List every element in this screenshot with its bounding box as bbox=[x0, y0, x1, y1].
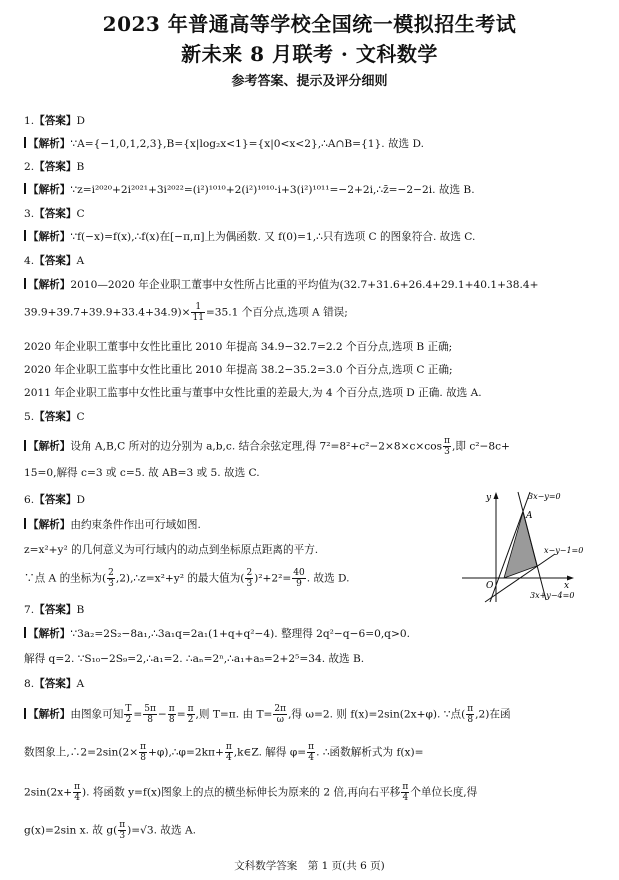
q8-explanation-line-1 bbox=[24, 704, 511, 725]
q2-answer-value: B bbox=[76, 161, 85, 173]
fraction-numerator: π bbox=[74, 782, 81, 792]
q6-number: 6. bbox=[24, 494, 35, 506]
fraction bbox=[124, 704, 132, 725]
explanation-tag: 【解析】 bbox=[28, 279, 71, 291]
fraction-denominator: 9 bbox=[296, 579, 302, 589]
fraction-numerator: π bbox=[467, 704, 474, 714]
q3-explanation bbox=[24, 230, 475, 244]
fraction-denominator: 4 bbox=[402, 793, 409, 803]
fraction bbox=[443, 436, 451, 457]
fraction-denominator: 8 bbox=[168, 715, 175, 725]
q8-text: ,得 ω=2. 则 f(x)=2sin(2x+φ). ∵点( bbox=[288, 708, 466, 721]
page-footer: 文科数学答案 第 1 页(共 6 页) bbox=[234, 860, 385, 872]
q7-answer-value: B bbox=[76, 604, 85, 616]
q1-explanation-text: ∵A={−1,0,1,2,3},B={x|log₂x<1}={x|0<x<2},∴A∩B={1}. 故选 D. bbox=[70, 138, 425, 150]
q8-text: − bbox=[157, 708, 167, 721]
fraction-numerator: π bbox=[308, 742, 315, 752]
q2-answer bbox=[24, 160, 84, 174]
q5-answer-value: C bbox=[76, 411, 85, 423]
q8-explanation-line-3 bbox=[24, 782, 477, 803]
q4-explanation-line-1 bbox=[24, 278, 538, 292]
fraction-denominator: 3 bbox=[246, 579, 253, 589]
y-axis-label: y bbox=[486, 493, 492, 503]
q4-number: 4. bbox=[24, 255, 35, 267]
fraction-numerator: π bbox=[168, 704, 175, 714]
q2-explanation bbox=[24, 183, 475, 197]
q5-explanation-line-2: 15=0,解得 c=3 或 c=5. 故 AB=3 或 5. 故选 C. bbox=[24, 467, 260, 479]
q4-answer bbox=[24, 254, 84, 268]
fraction-numerator: π bbox=[225, 742, 232, 752]
fraction-denominator: 2 bbox=[125, 715, 132, 725]
fraction-numerator: π bbox=[444, 436, 450, 446]
fraction-denominator: 8 bbox=[467, 715, 474, 725]
answer-tag: 【答案】 bbox=[34, 604, 77, 616]
q7-answer bbox=[24, 603, 84, 617]
q4-text-2a: 39.9+39.7+39.9+33.4+34.9)× bbox=[24, 306, 191, 319]
q6-explanation-line-1 bbox=[24, 518, 201, 532]
q6-explanation-line-3 bbox=[24, 568, 350, 589]
q6-text-3c: )²+2²= bbox=[254, 572, 292, 585]
fraction-denominator: ω bbox=[276, 715, 284, 725]
line-3x-y-0-label: 3x−y=0 bbox=[528, 492, 561, 501]
q8-text: ,则 T=π. 由 T= bbox=[195, 708, 273, 721]
q7-number: 7. bbox=[24, 604, 35, 616]
fraction-denominator: 8 bbox=[140, 753, 146, 763]
fraction-numerator: 5π bbox=[144, 704, 156, 714]
q4-explanation-line-4: 2020 年企业职工监事中女性比重比 2010 年提高 38.2−35.2=3.0 个百分点,选项 C 正确; bbox=[24, 364, 453, 376]
q6-text-3d: . 故选 D. bbox=[306, 572, 350, 585]
q8-answer-value: A bbox=[76, 678, 85, 690]
q6-text-3b: ,2),∴z=x²+y² 的最大值为( bbox=[115, 572, 245, 585]
q2-explanation-text: ∵z=i²⁰²⁰+2i²⁰²¹+3i²⁰²²=(i²)¹⁰¹⁰+2(i²)¹⁰¹⁰·i+3(i²)¹⁰¹¹=−2+2i,∴z̄=−2−2i. 故选 B. bbox=[70, 184, 475, 196]
q8-explanation-line-2 bbox=[24, 742, 424, 763]
q8-text: . ∴函数解析式为 f(x)= bbox=[316, 746, 424, 759]
fraction bbox=[273, 704, 287, 725]
x-axis-arrow-icon bbox=[567, 576, 574, 581]
q1-explanation bbox=[24, 137, 424, 151]
fraction-denominator: 4 bbox=[308, 753, 314, 763]
q8-number: 8. bbox=[24, 678, 35, 690]
q3-explanation-text: ∵f(−x)=f(x),∴f(x)在[−π,π]上为偶函数. 又 f(0)=1,∴只有选项 C 的图象符合. 故选 C. bbox=[70, 231, 476, 243]
q4-explanation-line-2 bbox=[24, 302, 348, 323]
line-x-y-1-0-label: x−y−1=0 bbox=[544, 546, 584, 555]
fraction bbox=[401, 782, 409, 803]
q5-explanation-line-1 bbox=[24, 436, 510, 457]
fraction-denominator: 4 bbox=[225, 753, 232, 763]
fraction bbox=[191, 302, 204, 323]
q8-text: g(x)=2sin x. 故 g( bbox=[24, 824, 118, 837]
answer-tag: 【答案】 bbox=[34, 161, 77, 173]
point-a-label: A bbox=[526, 511, 533, 521]
fraction bbox=[225, 742, 233, 763]
fraction-denominator: 3 bbox=[108, 579, 114, 589]
fraction bbox=[245, 568, 253, 589]
q3-number: 3. bbox=[24, 208, 35, 220]
fraction-numerator: T bbox=[125, 704, 132, 714]
q8-text: = bbox=[176, 708, 186, 721]
fraction bbox=[292, 568, 305, 589]
fraction-numerator: 2 bbox=[108, 568, 114, 578]
fraction bbox=[466, 704, 474, 725]
fraction-numerator: π bbox=[402, 782, 409, 792]
q7-explanation-line-1 bbox=[24, 627, 410, 641]
explanation-tag: 【解析】 bbox=[28, 708, 71, 721]
fraction-denominator: 2 bbox=[187, 715, 194, 725]
fraction bbox=[168, 704, 176, 725]
origin-label: O bbox=[486, 581, 494, 591]
q8-text: ). 将函数 y=f(x)图象上的点的横坐标伸长为原来的 2 倍,再向右平移 bbox=[82, 786, 401, 799]
fraction-denominator: 4 bbox=[74, 793, 80, 803]
explanation-tag: 【解析】 bbox=[28, 440, 71, 453]
q8-explanation-line-4 bbox=[24, 820, 196, 841]
q8-text: ,2)在函 bbox=[475, 708, 511, 721]
fraction bbox=[73, 782, 81, 803]
fraction-numerator: 40 bbox=[293, 568, 305, 578]
q8-text: 由图象可知 bbox=[70, 708, 124, 721]
fraction-denominator: 11 bbox=[192, 313, 204, 323]
answer-tag: 【答案】 bbox=[34, 494, 77, 506]
q7-explanation-line-2: 解得 q=2. ∵S₁₀−2S₉=2,∴a₁=2. ∴aₙ=2ⁿ,∴a₁+a₅=2+2⁵=34. 故选 B. bbox=[24, 653, 365, 665]
fraction bbox=[187, 704, 195, 725]
q3-answer bbox=[24, 207, 85, 221]
q6-text-3a: ∵点 A 的坐标为( bbox=[24, 572, 107, 585]
fraction-numerator: 2 bbox=[246, 568, 253, 578]
q8-answer bbox=[24, 677, 84, 691]
fraction-denominator: 8 bbox=[147, 715, 153, 725]
section-title: 参考答案、提示及评分细则 bbox=[231, 74, 388, 89]
fraction-denominator: 3 bbox=[119, 831, 126, 841]
q8-text: = bbox=[133, 708, 143, 721]
fraction bbox=[139, 742, 147, 763]
fraction bbox=[107, 568, 115, 589]
q7-text-1: ∵3a₂=2S₂−8a₁,∴3a₁q=2a₁(1+q+q²−4). 整理得 2q²−q−6=0,q>0. bbox=[70, 628, 410, 640]
q4-explanation-line-5: 2011 年企业职工监事中女性比重与董事中女性比重的差最大,为 4 个百分点,选项 D 正确. 故选 A. bbox=[24, 387, 482, 399]
q1-answer-value: D bbox=[76, 115, 85, 127]
fraction-numerator: π bbox=[119, 820, 126, 830]
fraction-numerator: 1 bbox=[191, 302, 204, 313]
answer-tag: 【答案】 bbox=[34, 411, 77, 423]
q6-answer bbox=[24, 493, 85, 507]
answer-tag: 【答案】 bbox=[34, 115, 77, 127]
x-axis-label: x bbox=[564, 581, 570, 591]
explanation-tag: 【解析】 bbox=[28, 231, 71, 243]
fraction-denominator: 3 bbox=[444, 447, 450, 457]
q8-text: 个单位长度,得 bbox=[410, 786, 478, 799]
answer-tag: 【答案】 bbox=[34, 208, 77, 220]
fraction-numerator: 2π bbox=[274, 704, 287, 714]
q6-text-1: 由约束条件作出可行域如图. bbox=[70, 519, 201, 531]
answer-tag: 【答案】 bbox=[34, 255, 77, 267]
fraction bbox=[143, 704, 157, 725]
explanation-tag: 【解析】 bbox=[28, 184, 71, 196]
explanation-tag: 【解析】 bbox=[28, 628, 71, 640]
exam-subtitle: 新未来 8 月联考 · 文科数学 bbox=[181, 42, 438, 66]
q4-explanation-line-3: 2020 年企业职工董事中女性比重比 2010 年提高 34.9−32.7=2.2 个百分点,选项 B 正确; bbox=[24, 341, 453, 353]
q8-text: +φ),∴φ=2kπ+ bbox=[148, 746, 224, 759]
q1-answer bbox=[24, 114, 85, 128]
explanation-tag: 【解析】 bbox=[28, 138, 71, 150]
feasible-region-graph bbox=[460, 490, 600, 605]
fraction-numerator: π bbox=[187, 704, 194, 714]
q5-text-1b: ,即 c²−8c+ bbox=[451, 440, 510, 453]
fraction-numerator: π bbox=[140, 742, 147, 752]
q4-text-1: 2010—2020 年企业职工董事中女性所占比重的平均值为(32.7+31.6+26.4+29.1+40.1+38.4+ bbox=[70, 279, 539, 291]
exam-title: 2023 年普通高等学校全国统一模拟招生考试 bbox=[102, 12, 517, 36]
explanation-tag: 【解析】 bbox=[28, 519, 71, 531]
q8-text: 数图象上,∴2=2sin(2× bbox=[24, 746, 139, 759]
q8-text: ,k∈Z. 解得 φ= bbox=[233, 746, 307, 759]
fraction bbox=[307, 742, 315, 763]
q4-text-2b: =35.1 个百分点,选项 A 错误; bbox=[205, 306, 348, 319]
q6-answer-value: D bbox=[76, 494, 85, 506]
q1-number: 1. bbox=[24, 115, 35, 127]
q3-answer-value: C bbox=[76, 208, 85, 220]
q5-text-1a: 设角 A,B,C 所对的边分别为 a,b,c. 结合余弦定理,得 7²=8²+c²−2×8×c×cos bbox=[70, 440, 443, 453]
y-axis-arrow-icon bbox=[494, 492, 499, 499]
q5-answer bbox=[24, 410, 85, 424]
answer-tag: 【答案】 bbox=[34, 678, 77, 690]
q6-explanation-line-2: z=x²+y² 的几何意义为可行域内的动点到坐标原点距离的平方. bbox=[24, 544, 319, 556]
q8-text: 2sin(2x+ bbox=[24, 786, 73, 799]
q8-text: )=√3. 故选 A. bbox=[127, 824, 196, 837]
q4-answer-value: A bbox=[76, 255, 85, 267]
line-3x+y-4-0-label: 3x+y−4=0 bbox=[530, 591, 575, 600]
q5-number: 5. bbox=[24, 411, 35, 423]
fraction bbox=[118, 820, 126, 841]
q2-number: 2. bbox=[24, 161, 35, 173]
